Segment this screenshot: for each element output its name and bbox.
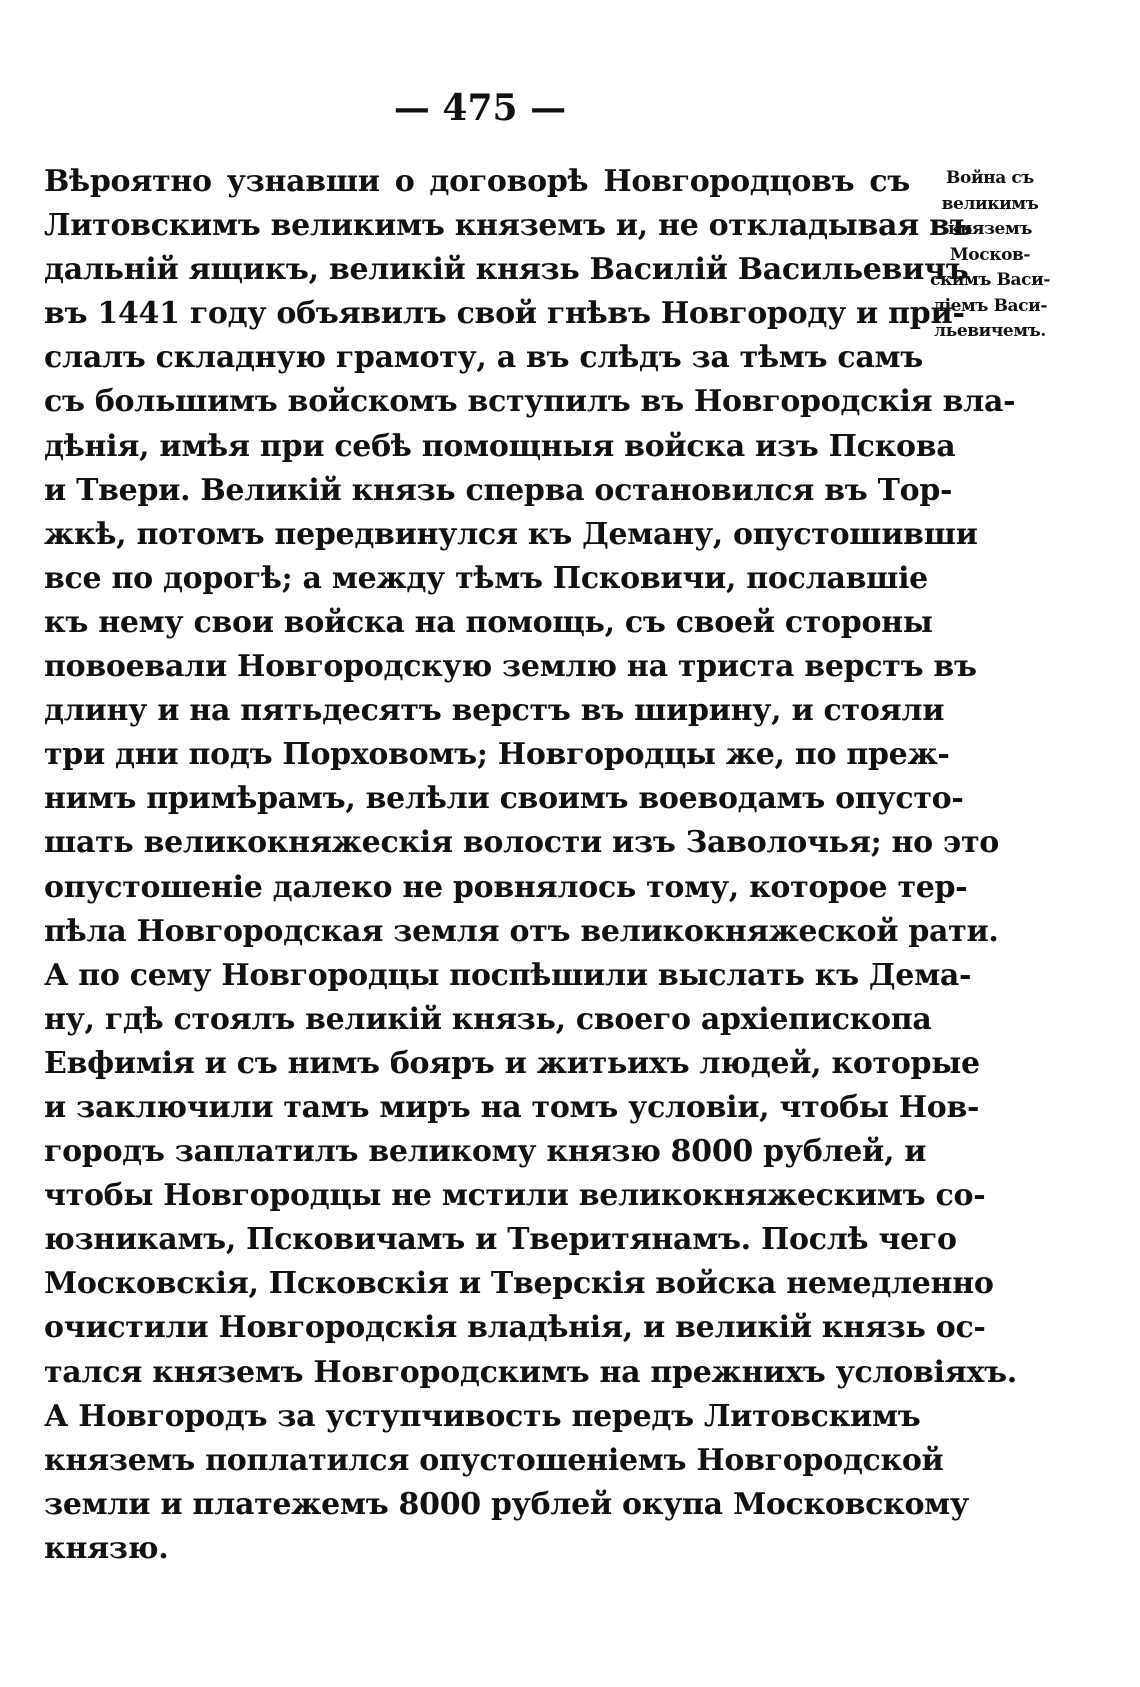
text-line: юзникамъ, Псковичамъ и Тверитянамъ. Послѣ чего [44, 1222, 957, 1258]
text-line: дѣнія, имѣя при себѣ помощныя войска изъ Пскова [44, 428, 956, 464]
text-line: жкѣ, потомъ передвинулся къ Деману, опустошивши [44, 516, 978, 552]
text-line: городъ заплатилъ великому князю 8000 рублей, и [44, 1134, 927, 1170]
text-line: три дни подъ Порховомъ; Новгородцы же, по преж- [44, 737, 950, 773]
text-line: тался княземъ Новгородскимъ на прежнихъ условіяхъ. [44, 1354, 1017, 1390]
text-line: въ 1441 году объявилъ свой гнѣвъ Новгороду и при- [44, 296, 965, 332]
text-line: все по дорогѣ; а между тѣмъ Псковичи, пославшіе [44, 560, 928, 596]
text-line: князю. [44, 1530, 169, 1566]
margin-note-line: льевичемъ. [934, 321, 1046, 341]
margin-note-line: ліемъ Васи- [933, 295, 1047, 316]
text-line: А Новгородъ за уступчивость передъ Литовскимъ [44, 1398, 921, 1434]
text-line: нимъ примѣрамъ, велѣли своимъ воеводамъ опусто- [44, 781, 964, 817]
text-line: ну, гдѣ стоялъ великій князь, своего архіепископа [44, 1001, 932, 1037]
margin-note-line: Война съ [946, 168, 1034, 188]
text-line: земли и платежемъ 8000 рублей окупа Московскому [44, 1486, 969, 1522]
text-line: къ нему свои войска на помощь, съ своей стороны [44, 604, 933, 640]
text-line: А по сему Новгородцы поспѣшили выслать къ Дема- [44, 957, 972, 993]
text-line: пѣла Новгородская земля отъ великокняжеской рати. [44, 913, 999, 949]
text-line: и заключили тамъ миръ на томъ условіи, чтобы Нов- [44, 1089, 980, 1125]
text-line: опустошеніе далеко не ровнялось тому, которое тер- [44, 869, 968, 905]
margin-note-line: княземъ [948, 219, 1032, 239]
text-line: и Твери. Великій князь сперва остановился въ Тор- [44, 472, 953, 508]
text-line: слалъ складную грамоту, а въ слѣдъ за тѣмъ самъ [44, 340, 923, 376]
text-line: княземъ поплатился опустошеніемъ Новгородской [44, 1442, 944, 1478]
page-number: — 475 — [393, 87, 567, 129]
margin-note-line: скимъ Васи- [930, 270, 1050, 290]
text-line: Вѣроятно узнавши о договорѣ Новгородцовъ съ [44, 164, 910, 199]
margin-note [920, 166, 1060, 345]
text-line: чтобы Новгородцы не мстили великокняжескимъ со- [44, 1178, 986, 1214]
text-line: длину и на пятьдесятъ верстъ въ ширину, и стояли [44, 693, 945, 729]
margin-note-line: Москов- [949, 244, 1031, 265]
text-line: Московскія, Псковскія и Тверскія войска немедленно [44, 1266, 994, 1302]
text-line: съ большимъ войскомъ вступилъ въ Новгородскія вла- [44, 384, 1016, 420]
text-line: шать великокняжескія волости изъ Заволочья; но это [44, 825, 999, 861]
text-line: Евфимія и съ нимъ бояръ и житьихъ людей, которые [44, 1045, 980, 1081]
text-line: повоевали Новгородскую землю на триста верстъ въ [44, 649, 977, 685]
text-line: дальній ящикъ, великій князь Василій Васильевичъ [44, 252, 969, 288]
text-line: очистили Новгородскія владѣнія, и великій князь ос- [44, 1310, 986, 1346]
text-line: Литовскимъ великимъ княземъ и, не откладывая въ [44, 208, 973, 244]
margin-note-line: великимъ [941, 193, 1039, 214]
